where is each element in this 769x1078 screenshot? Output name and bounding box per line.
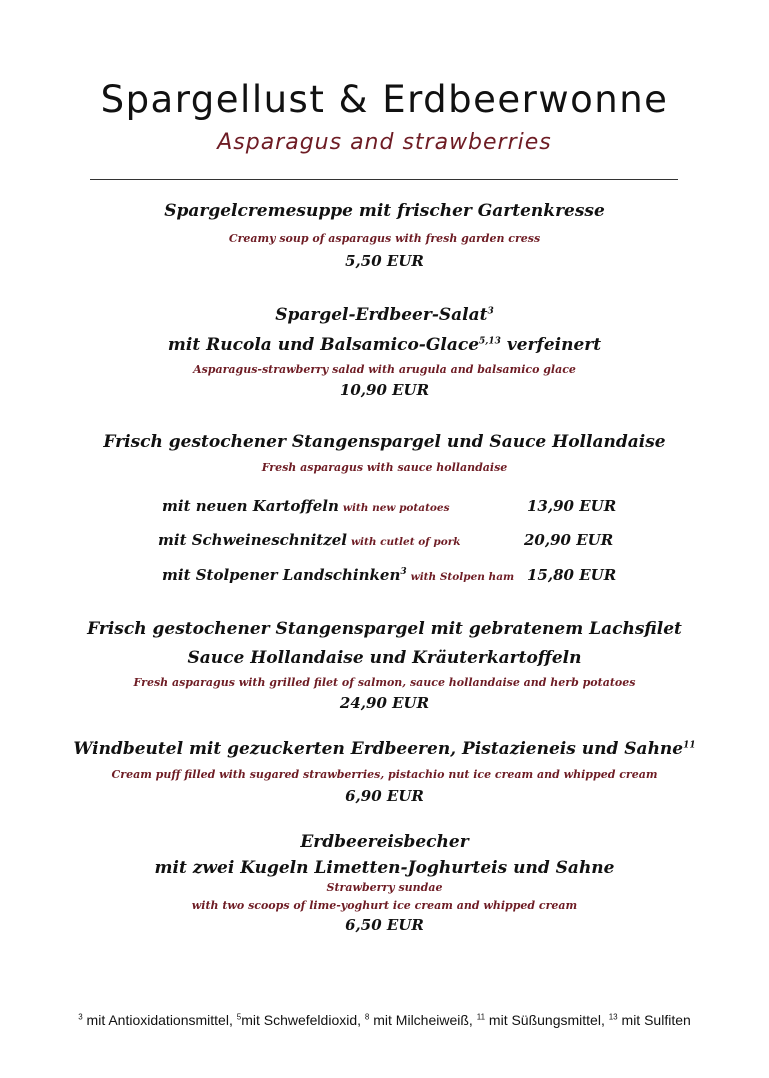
- menu-title: Spargellust & Erdbeerwonne: [100, 78, 669, 121]
- allergen-footnotes: [0, 1012, 769, 1028]
- dish-name-line2: mit zwei Kugeln Limetten-Joghurteis und Sahne: [154, 858, 615, 878]
- dish-price: 6,50 EUR: [345, 916, 424, 934]
- option-label: [162, 566, 514, 584]
- option-label-text: mit neuen Kartoffeln: [162, 497, 339, 515]
- dish-name-line1: Erdbeereisbecher: [300, 832, 469, 852]
- footnote-number: 13: [608, 1012, 618, 1022]
- dish-name-text: mit Rucola und Balsamico-Glace: [167, 335, 480, 355]
- dish-name: Frisch gestochener Stangenspargel und Sauce Hollandaise: [103, 432, 666, 452]
- dish-translation: Fresh asparagus with sauce hollandaise: [261, 461, 508, 474]
- dish-translation: Creamy soup of asparagus with fresh garden cress: [228, 232, 541, 245]
- footnote-text: mit Süßungsmittel,: [485, 1012, 609, 1028]
- allergen-sup: 3: [487, 306, 494, 317]
- footnote-number: 11: [476, 1012, 486, 1022]
- option-row: [0, 531, 769, 553]
- dish-name: [0, 739, 769, 759]
- dish-translation-line1: Strawberry sundae: [326, 881, 443, 894]
- option-label-text: mit Stolpener Landschinken: [162, 566, 401, 584]
- divider: [90, 179, 678, 180]
- dish-name-text: Windbeutel mit gezuckerten Erdbeeren, Pistazieneis und Sahne: [73, 739, 684, 759]
- footnote-number: 5: [236, 1012, 242, 1022]
- menu-subtitle: Asparagus and strawberries: [217, 130, 552, 155]
- option-translation: with Stolpen ham: [410, 571, 515, 583]
- dish-translation-line2: with two scoops of lime-yoghurt ice cream and whipped cream: [191, 899, 578, 912]
- option-translation: with new potatoes: [342, 502, 450, 514]
- dish-name-line2: [0, 335, 769, 355]
- option-price: 15,80 EUR: [527, 566, 617, 584]
- footnote-number: 8: [364, 1012, 370, 1022]
- dish-price: 6,90 EUR: [345, 787, 424, 805]
- option-price: 20,90 EUR: [524, 531, 614, 549]
- dish-translation: Asparagus-strawberry salad with arugula and balsamico glace: [193, 363, 576, 376]
- dish-name-line1: [0, 305, 769, 325]
- dish-name-line1: Frisch gestochener Stangenspargel mit gebratenem Lachsfilet: [87, 619, 682, 639]
- option-label: [158, 531, 461, 549]
- dish-name-line2: Sauce Hollandaise und Kräuterkartoffeln: [187, 648, 582, 668]
- allergen-sup: 11: [683, 740, 696, 751]
- dish-name: Spargelcremesuppe mit frischer Gartenkresse: [164, 201, 605, 221]
- footnote-text: mit Antioxidationsmittel,: [82, 1012, 237, 1028]
- allergen-sup: 5,13: [479, 336, 501, 347]
- dish-translation: Fresh asparagus with grilled filet of salmon, sauce hollandaise and herb potatoes: [133, 676, 636, 689]
- footnote-text: mit Schwefeldioxid,: [241, 1012, 365, 1028]
- dish-translation: Cream puff filled with sugared strawberries, pistachio nut ice cream and whipped cream: [111, 768, 658, 781]
- option-label: [162, 497, 450, 515]
- footnote-text: mit Milcheiweiß,: [369, 1012, 477, 1028]
- footnote-text: mit Sulfiten: [617, 1012, 691, 1028]
- option-price: 13,90 EUR: [527, 497, 617, 515]
- dish-name-text: verfeinert: [500, 335, 602, 355]
- allergen-sup: 3: [400, 567, 407, 577]
- option-label-text: mit Schweineschnitzel: [158, 531, 347, 549]
- dish-price: 10,90 EUR: [339, 381, 430, 399]
- dish-price: 5,50 EUR: [345, 252, 424, 270]
- footnote-number: 3: [78, 1012, 83, 1022]
- option-translation: with cutlet of pork: [350, 536, 461, 548]
- dish-price: 24,90 EUR: [339, 694, 430, 712]
- dish-name-text: Spargel-Erdbeer-Salat: [275, 305, 488, 325]
- option-row: [0, 497, 769, 519]
- option-row: [0, 566, 769, 588]
